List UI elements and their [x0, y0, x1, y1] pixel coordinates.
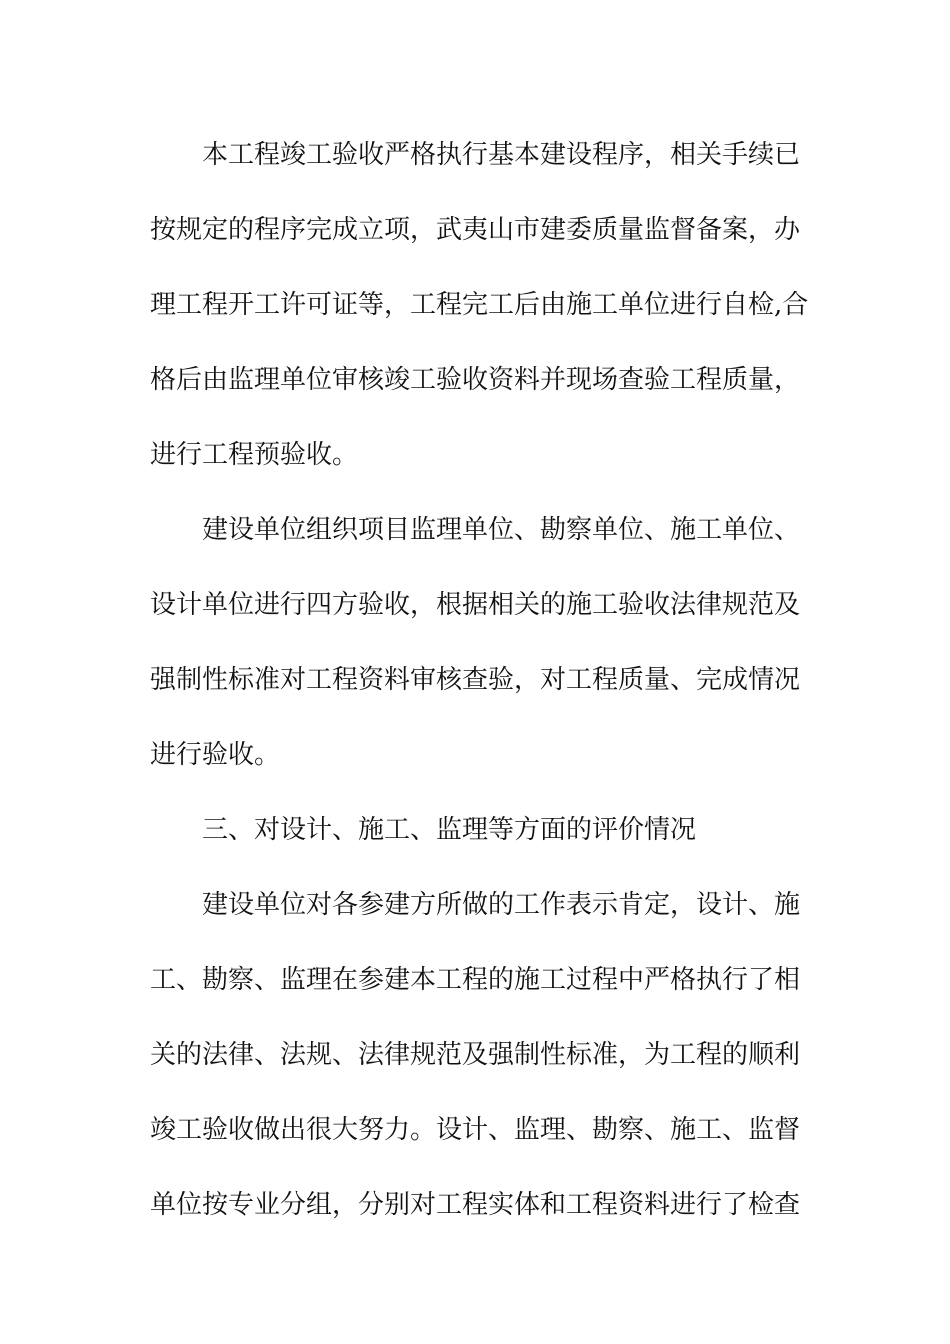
paragraph-3-line-3: 关的法律、法规、法律规范及强制性标准，为工程的顺利 — [150, 1040, 801, 1070]
paragraph-1-line-5: 进行工程预验收。 — [150, 440, 359, 470]
paragraph-1-line-4: 格后由监理单位审核竣工验收资料并现场查验工程质量， — [150, 365, 801, 395]
paragraph-2-line-1: 建设单位组织项目监理单位、勘察单位、施工单位、 — [202, 515, 801, 545]
section-heading: 三、对设计、施工、监理等方面的评价情况 — [202, 815, 697, 845]
document-body — [150, 118, 809, 1243]
paragraph-2-line-4: 进行验收。 — [150, 740, 281, 770]
paragraph-1-line-3: 理工程开工许可证等，工程完工后由施工单位进行自检,合 — [150, 290, 809, 320]
paragraph-3-line-5: 单位按专业分组，分别对工程实体和工程资料进行了检查 — [150, 1190, 801, 1220]
paragraph-1-line-1: 本工程竣工验收严格执行基本建设程序，相关手续已 — [202, 140, 801, 170]
paragraph-3-line-1: 建设单位对各参建方所做的工作表示肯定，设计、施 — [202, 890, 801, 920]
paragraph-2-line-2: 设计单位进行四方验收，根据相关的施工验收法律规范及 — [150, 590, 801, 620]
paragraph-2-line-3: 强制性标准对工程资料审核查验，对工程质量、完成情况 — [150, 665, 801, 695]
paragraph-1-line-2: 按规定的程序完成立项，武夷山市建委质量监督备案，办 — [150, 215, 801, 245]
paragraph-3-line-4: 竣工验收做出很大努力。设计、监理、勘察、施工、监督 — [150, 1115, 801, 1145]
paragraph-3-line-2: 工、勘察、监理在参建本工程的施工过程中严格执行了相 — [150, 965, 801, 995]
